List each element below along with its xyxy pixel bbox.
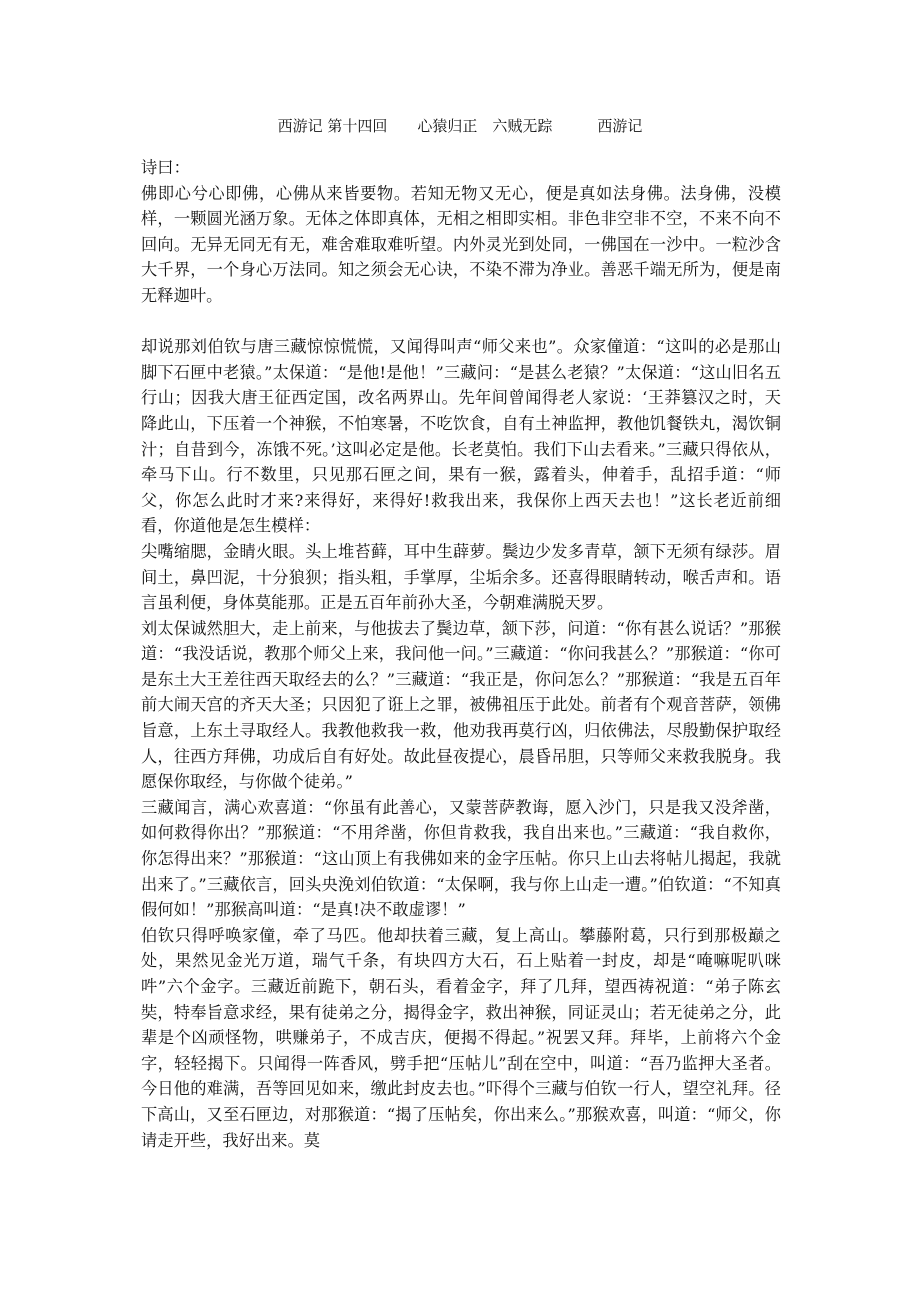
paragraph: 伯钦只得呼唤家僮，牵了马匹。他却扶着三藏，复上高山。攀藤附葛，只行到那极巅之处，果然见金光万道，瑞气千条，有块四方大石，石上贴着一封皮，却是“唵嘛呢叭咪吽”六个金字。三藏近前跪下，朝石头，看着金字，拜了几拜，望西祷祝道：“弟子陈玄奘，特奉旨意求经，果有徒弟之分，揭得金字，救出神猴，同证灵山；若无徒弟之分，此辈是个凶顽怪物，哄赚弟子，不成吉庆，便揭不得起。”祝罢又拜。拜毕，上前将六个金字，轻轻揭下。只闻得一阵香风，劈手把“压帖儿”刮在空中，叫道：“吾乃监押大圣者。今日他的难满，吾等回见如来，缴此封皮去也。”吓得个三藏与伯钦一行人，望空礼拜。径下高山，又至石匣边，对那猴道：“揭了压帖矣，你出来么。”那猴欢喜，叫道：“师父，你请走开些，我好出来。莫 (141, 925, 781, 1150)
poem-heading: 诗曰： (141, 158, 190, 177)
paragraph: 却说那刘伯钦与唐三藏惊惊慌慌，又闻得叫声“师父来也”。众家僮道：“这叫的必是那山脚下石匣中老猿。”太保道：“是他!是他！”三藏问：“是甚么老猿？”太保道：“这山旧名五行山；因我大唐王征西定国，改名两界山。先年间曾闻得老人家说：‘王莽篡汉之时，天降此山，下压着一个神猴，不怕寒暑，不吃饮食，自有土神监押，教他饥餐铁丸，渴饮铜汁；自昔到今，冻饿不死。’这叫必定是他。长老莫怕。我们下山去看来。”三藏只得依从，牵马下山。行不数里，只见那石匣之间，果有一猴，露着头，伸着手，乱招手道：“师父，你怎么此时才来?来得好，来得好!救我出来，我保你上西天去也！”这长老近前细看，你道他是怎生模样： (141, 337, 781, 536)
paragraph: 刘太保诚然胆大，走上前来，与他拔去了鬓边草，颔下莎，问道：“你有甚么说话？”那猴道：“我没话说，教那个师父上来，我问他一问。”三藏道：“你问我甚么？”那猴道：“你可是东土大王差往西天取经去的么？”三藏道：“我正是，你问怎么？”那猴道：“我是五百年前大闹天宫的齐天大圣；只因犯了诳上之罪，被佛祖压于此处。前者有个观音菩萨，领佛旨意，上东土寻取经人。我教他救我一救，他劝我再莫行凶，归依佛法，尽殷勤保护取经人，往西方拜佛，功成后自有好处。故此昼夜提心，晨昏吊胆，只等师父来救我脱身。我愿保你取经，与你做个徒弟。” (141, 618, 781, 792)
paragraph: 尖嘴缩腮，金睛火眼。头上堆苔藓，耳中生薜萝。鬓边少发多青草，颔下无须有绿莎。眉间土，鼻凹泥，十分狼狈；指头粗，手掌厚，尘垢余多。还喜得眼睛转动，喉舌声和。语言虽利便，身体莫能那。正是五百年前孙大圣，今朝难满脱天罗。 (141, 541, 781, 613)
paragraph: 三藏闻言，满心欢喜道：“你虽有此善心，又蒙菩萨教诲，愿入沙门，只是我又没斧凿，如何救得你出？”那猴道：“不用斧凿，你但肯救我，我自出来也。”三藏道：“我自救你，你怎得出来？”那猴道：“这山顶上有我佛如来的金字压帖。你只上山去将帖儿揭起，我就出来了。”三藏依言，回头央浼刘伯钦道：“太保啊，我与你上山走一遭。”伯钦道：“不知真假何如！”那猴高叫道：“是真!决不敢虚谬！” (141, 797, 781, 920)
chapter-title: 西游记 第十四回 心猿归正 六贼无踪 西游记 (277, 117, 643, 135)
opening-poem: 佛即心兮心即佛，心佛从来皆要物。若知无物又无心，便是真如法身佛。法身佛，没模样，一颗圆光涵万象。无体之体即真体，无相之相即实相。非色非空非不空，不来不向不回向。无异无同无有无，难舍难取难听望。内外灵光到处同，一佛国在一沙中。一粒沙含大千界，一个身心万法同。知之须会无心诀，不染不滞为净业。善恶千端无所为，便是南无释迦叶。 (141, 183, 781, 305)
document-body (141, 155, 781, 1153)
paragraph-gap (141, 309, 781, 335)
